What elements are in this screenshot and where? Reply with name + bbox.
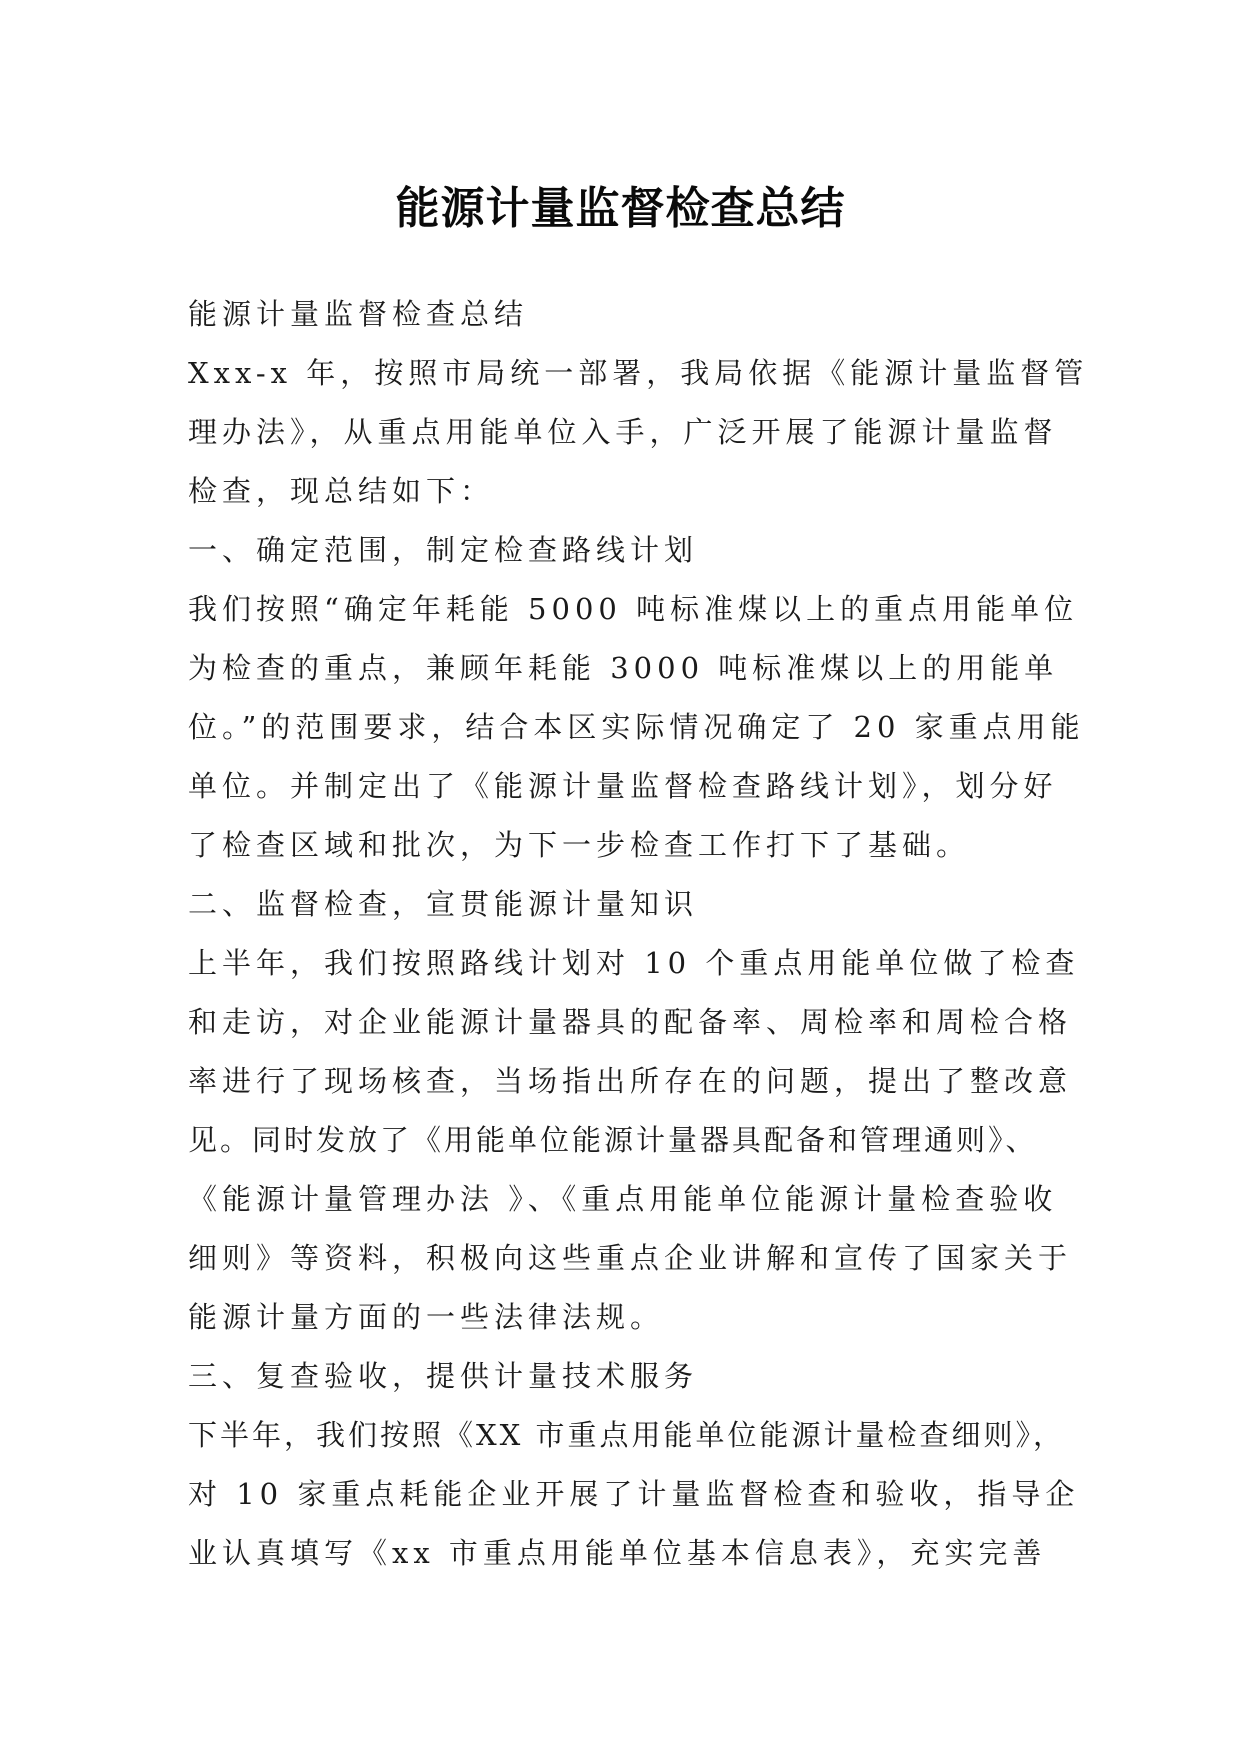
- section-heading-2: 二、监督检查，宣贯能源计量知识: [188, 887, 699, 921]
- body-line: 我们按照“确定年耗能 5000 吨标准煤以上的重点用能单位: [188, 592, 1079, 626]
- body-line: 细则》等资料，积极向这些重点企业讲解和宣传了国家关于: [188, 1241, 1073, 1275]
- section-heading-3: 三、复查验收，提供计量技术服务: [188, 1359, 699, 1393]
- body-line: 能源计量方面的一些法律法规。: [188, 1300, 665, 1334]
- body-line: 对 10 家重点耗能企业开展了计量监督检查和验收，指导企: [188, 1477, 1080, 1511]
- body-line: 单位。并制定出了《能源计量监督检查路线计划》，划分好: [188, 769, 1058, 803]
- body-line: 为检查的重点，兼顾年耗能 3000 吨标准煤以上的用能单: [188, 651, 1059, 685]
- body-line: Xxx-x 年，按照市局统一部署，我局依据《能源计量监督管: [188, 356, 1089, 390]
- body-line: 和走访，对企业能源计量器具的配备率、周检率和周检合格: [188, 1005, 1073, 1039]
- body-line: 能源计量监督检查总结: [188, 297, 529, 331]
- body-line: 业认真填写《xx 市重点用能单位基本信息表》，充实完善: [188, 1536, 1047, 1570]
- body-line: 检查，现总结如下：: [188, 474, 495, 508]
- document-title: 能源计量监督检查总结: [395, 183, 846, 235]
- body-line: 见。同时发放了《用能单位能源计量器具配备和管理通则》、: [188, 1123, 1038, 1157]
- section-heading-1: 一、确定范围，制定检查路线计划: [188, 533, 699, 567]
- body-line: 位。”的范围要求，结合本区实际情况确定了 20 家重点用能: [188, 710, 1085, 744]
- body-line: 理办法》，从重点用能单位入手，广泛开展了能源计量监督: [188, 415, 1058, 449]
- document-body: [188, 285, 1128, 1583]
- body-line: 上半年，我们按照路线计划对 10 个重点用能单位做了检查: [188, 946, 1080, 980]
- body-line: 《能源计量管理办法 》、《重点用能单位能源计量检查验收: [188, 1182, 1058, 1216]
- body-line: 了检查区域和批次，为下一步检查工作打下了基础。: [188, 828, 971, 862]
- body-line: 下半年，我们按照《XX 市重点用能单位能源计量检查细则》，: [188, 1418, 1066, 1452]
- body-line: 率进行了现场核查，当场指出所存在的问题，提出了整改意: [188, 1064, 1073, 1098]
